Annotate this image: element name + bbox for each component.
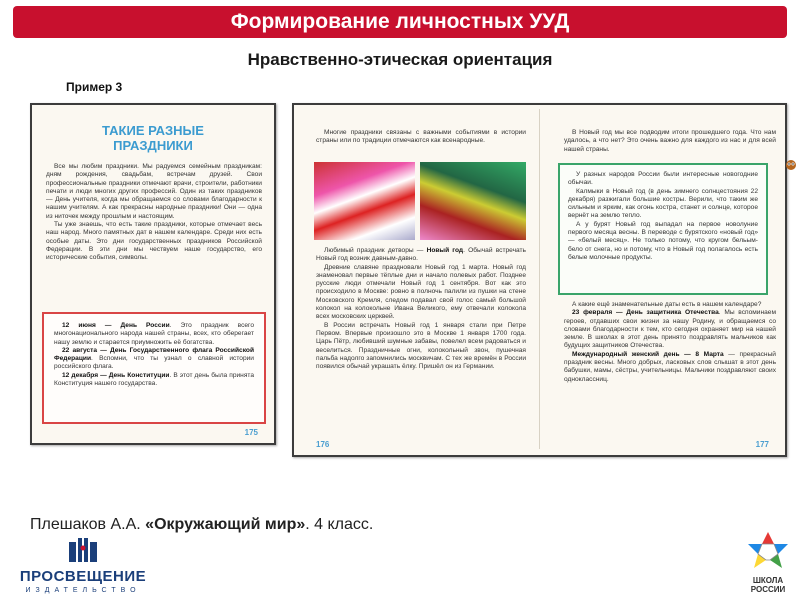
logo-name: ПРОСВЕЩЕНИЕ bbox=[19, 568, 147, 585]
customs-box bbox=[558, 163, 768, 295]
holiday-entry bbox=[54, 322, 254, 347]
holidays-box bbox=[42, 312, 266, 424]
logo-line2: РОССИИ bbox=[750, 585, 786, 594]
slide-title-banner: Формирование личностных УУД bbox=[13, 6, 787, 38]
holiday-entry bbox=[564, 351, 776, 384]
paragraph: В Новый год мы все подводим итоги прошедшего года. Что нам удалось, а что нет? Это очень важно для каждого из нас и для всей нашей страны. bbox=[564, 129, 776, 153]
logo-name bbox=[742, 576, 794, 594]
holiday-name: Международный женский день — 8 Марта bbox=[572, 350, 724, 358]
paragraph: У разных народов России были интересные новогодние обычаи. bbox=[568, 171, 758, 187]
paragraph: А у бурят Новый год выпадал на первое новолуние первого месяца весны. В переводе с бурятского «новый год» — «белый месяц». Не только потому, что кругом бельым-бело от снега, но и потому, что в Новый год полагалось есть белые молочные продукты. bbox=[568, 220, 758, 261]
page-heading-line1: ТАКИЕ РАЗНЫЕ bbox=[102, 123, 204, 138]
book-title: «Окружающий мир» bbox=[145, 516, 306, 533]
holiday-entry bbox=[564, 309, 776, 350]
holiday-entry bbox=[54, 347, 254, 372]
prosveshchenie-logo bbox=[12, 538, 154, 598]
page-number: 175 bbox=[244, 428, 258, 437]
paragraph: А какие ещё знаменательные даты есть в нашем календаре? bbox=[572, 301, 762, 308]
textbook-page-175 bbox=[30, 103, 276, 445]
holiday-description: . Вспомни, что ты узнал о славной истории российского флага. bbox=[54, 355, 254, 371]
prosveshchenie-mark-icon bbox=[69, 538, 97, 562]
textbook-spread-176-177 bbox=[292, 103, 787, 457]
paragraph: В России встречать Новый год 1 января стали при Петре Первом. Впервые произошло это в Москве 1 января 1700 года. Царь Пётр, любивший шумные забавы, повелел всем радоваться и веселиться. Праздничные огни, колокольный звон, пушечная пальба надолго запомнились москвичам. С тех же времён в России появился обычай украшать ёлку. Пришёл он из Германии. bbox=[316, 321, 526, 371]
holiday-name: 22 августа — День Государственного флага Российской Федерации bbox=[54, 346, 254, 363]
paragraph: Все мы любим праздники. Мы радуемся семейным праздникам: дням рождения, свадьбам, встречам друзей. Свои профессиональные праздники отмечают врачи, строители, работники печати и люди многих других профессий. Один из таких праздников — День учителя, когда мы обращаемся со словами благодарности к нашим учителям. А как прекрасны народные праздники! Они — одна из ниточек между прошлым и настоящим. bbox=[46, 163, 262, 220]
page-heading bbox=[32, 123, 274, 153]
book-grade: . 4 класс. bbox=[305, 516, 374, 533]
page-body bbox=[564, 301, 776, 384]
star-emblem-icon bbox=[742, 530, 794, 574]
example-label: Пример 3 bbox=[66, 80, 123, 94]
paragraph: Калмыки в Новый год (в день зимнего солнцестояния 22 декабря) разжигали большие костры. Верили, что таким же сильным и ярким, как огонь костра, станет и солнце, которое вернёт на землю тепло. bbox=[568, 187, 758, 220]
holiday-name: 12 июня — День России bbox=[62, 322, 170, 329]
page-number: 176 bbox=[316, 440, 330, 449]
page-body bbox=[46, 163, 262, 263]
caption-text: Любимый праздник детворы — bbox=[324, 247, 427, 254]
new-year-photo-father-frost bbox=[314, 162, 415, 240]
book-reference bbox=[30, 516, 373, 534]
paragraph: Древние славяне праздновали Новый год 1 марта. Новый год знаменовал первые тёплые дни и начало полевых работ. Позднее русские люди отмечали Новый год 1 сентября. Вот как это происходило в Москве: ровно в полночь палили из пушки на стене Московского Кремля, следом подавал свой голос самый большой колокол на колокольне Ивана Великого, ему отвечали колокола всех московских церквей. bbox=[316, 263, 526, 321]
paragraph: Многие праздники связаны с важными событиями в истории страны или по традиции отмечаются как всенародные. bbox=[316, 129, 526, 145]
holiday-entry bbox=[54, 372, 254, 389]
logo-subtitle: ИЗДАТЕЛЬСТВО bbox=[25, 587, 141, 594]
page-gutter bbox=[539, 109, 540, 449]
owl-icon bbox=[785, 158, 797, 170]
page-number: 177 bbox=[755, 440, 769, 449]
holiday-description: — прекрасный праздник весны. Много добрых, ласковых слов слышат в этот день бабушки, мамы, сёстры, учительницы. Мальчики поздравляют своих одноклассниц. bbox=[564, 350, 776, 383]
slide-subtitle: Нравственно-этическая ориентация bbox=[247, 50, 553, 69]
photo-caption bbox=[316, 247, 526, 264]
paragraph: Ты уже знаешь, что есть такие праздники, которые отмечает весь наш народ. Много памятных дат в нашем календаре. Среди них есть особые даты. Это дни государственных праздников Российской Федерации. В эти дни мы чествуем наше государство, его исторические события, символы. bbox=[46, 221, 262, 262]
shkola-rossii-logo bbox=[742, 530, 794, 598]
logo-line1: ШКОЛА bbox=[752, 576, 784, 585]
holiday-description: . Мы вспоминаем героев, отдавших свои жизни за нашу Родину, и обращаемся со словами благодарности к тем, кто сегодня охраняет мир на нашей земле. В школах в этот день принято поздравлять мальчиков как будущих защитников Отечества. bbox=[564, 309, 776, 350]
caption-rest: . Обычай встречать Новый год возник давным-давно. bbox=[316, 247, 526, 263]
holiday-description: . В этот день была принята Конституция нашего государства. bbox=[54, 371, 255, 388]
page-heading-line2: ПРАЗДНИКИ bbox=[113, 138, 193, 153]
holiday-description: . Это праздник всего многонационального народа нашей страны, всех, кто оберегает нашу землю и старается приумножить её богатства. bbox=[54, 322, 254, 346]
page-body bbox=[316, 247, 526, 371]
author-name: Плешаков А.А. bbox=[30, 516, 146, 533]
new-year-photo-family-tree bbox=[420, 162, 526, 240]
holiday-name: 23 февраля — День защитника Отечества bbox=[572, 309, 719, 317]
caption-bold: Новый год bbox=[426, 247, 464, 254]
holiday-name: 12 декабря — День Конституции bbox=[62, 371, 170, 379]
